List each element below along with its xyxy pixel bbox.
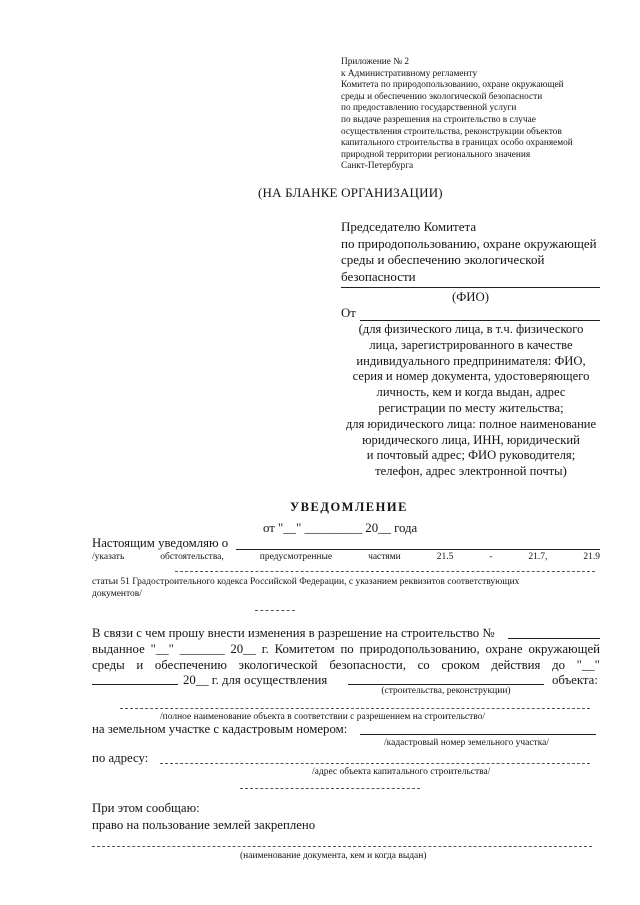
- text-word: со: [417, 658, 430, 672]
- hint-line: для юридического лица: полное наименование: [345, 416, 597, 431]
- appendix-line: капитального строительства в границах особо охраняемой: [341, 138, 573, 149]
- addressee-line: по природопользованию, охране окружающей: [341, 235, 597, 251]
- appendix-line: по выдаче разрешения на строительство в случае: [341, 114, 536, 125]
- text-word: охране: [485, 642, 523, 656]
- date-quote: ": [296, 521, 302, 535]
- appendix-line: Приложение № 2: [341, 57, 410, 67]
- hint-word: 21.5: [436, 552, 454, 562]
- hint-line: серия и номер документа, удостоверяющего: [352, 369, 590, 384]
- hint-line: лица, зарегистрированного в качестве: [369, 337, 573, 352]
- letterhead-note: (НА БЛАНКЕ ОРГАНИЗАЦИИ): [258, 185, 443, 200]
- request-line-2: [92, 642, 600, 657]
- request-line-3: [92, 658, 600, 673]
- notify-hint: [92, 552, 600, 562]
- addressee-block: [341, 219, 597, 285]
- hint-word: предусмотренные: [259, 552, 333, 562]
- document-hint: (наименование документа, кем и когда выдан): [240, 851, 427, 861]
- permit-number-field[interactable]: [508, 638, 600, 639]
- hint-word: обстоятельства,: [160, 552, 224, 562]
- cadastral-field[interactable]: [360, 734, 596, 735]
- text-word: выданное: [92, 642, 145, 656]
- fio-field[interactable]: [341, 287, 600, 288]
- text-word: "__": [150, 642, 174, 656]
- text-word: окружающей: [528, 642, 600, 656]
- notify-text: Настоящим уведомляю о: [92, 536, 229, 550]
- text-word: обеспечению: [154, 658, 227, 672]
- applicant-hint: [332, 322, 610, 480]
- notify-field-cont[interactable]: [175, 571, 595, 572]
- object-label: объекта:: [552, 673, 598, 687]
- hint-line: регистрации по месту жительства;: [378, 400, 564, 415]
- appendix-line: по предоставлению государственной услуги: [341, 103, 517, 114]
- address-field-cont[interactable]: [240, 788, 420, 789]
- text-word: по: [340, 642, 354, 656]
- date-day[interactable]: __: [283, 521, 297, 535]
- addressee-line: среды и обеспечению экологической: [341, 252, 545, 267]
- appendix-line: Комитета по природопользованию, охране окружающей: [341, 80, 564, 91]
- text-word: безопасности,: [329, 658, 406, 672]
- address-field[interactable]: [160, 763, 590, 764]
- appendix-line: среды и обеспечению экологической безопасности: [341, 91, 543, 102]
- hint-word: -: [489, 552, 493, 562]
- text-word: среды: [92, 658, 125, 672]
- hint-word: /указать: [92, 552, 125, 562]
- text-word: "__": [576, 658, 600, 672]
- document-field[interactable]: [92, 846, 592, 847]
- expiry-field[interactable]: [92, 684, 178, 685]
- date-month[interactable]: _________: [304, 521, 363, 535]
- hint-line: телефон, адрес электронной почты): [375, 464, 567, 479]
- text-word: Комитетом: [274, 642, 335, 656]
- request-line-4: 20__ г. для осуществления: [183, 673, 328, 687]
- text-word: г.: [261, 642, 269, 656]
- date-quote: ": [278, 521, 284, 535]
- object-name-field[interactable]: [120, 708, 590, 709]
- notify-hint-cont: статьи 51 Градостроительного кодекса Российской Федерации, с указанием реквизитов соответствующих: [92, 577, 520, 587]
- hint-word: частями: [368, 552, 401, 562]
- hint-line: личность, кем и когда выдан, адрес: [376, 385, 566, 400]
- hint-word: 21.7,: [528, 552, 548, 562]
- address-hint: /адрес объекта капитального строительства/: [312, 767, 491, 777]
- notice-title: УВЕДОМЛЕНИЕ: [290, 500, 408, 514]
- text-word: экологической: [238, 658, 318, 672]
- rights-text: право на пользование землей закреплено: [92, 818, 316, 832]
- text-word: до: [552, 658, 565, 672]
- construction-hint: (строительства, реконструкции): [381, 686, 511, 696]
- hint-line: индивидуального предпринимателя: ФИО,: [356, 353, 586, 368]
- text-word: сроком: [441, 658, 480, 672]
- notify-hint-end: документов/: [92, 589, 142, 599]
- appendix-line: к Административному регламенту: [341, 68, 478, 79]
- hint-line: и почтовый адрес; ФИО руководителя;: [366, 448, 576, 463]
- hint-line: (для физического лица, в т.ч. физического: [358, 322, 584, 336]
- notice-date: [263, 521, 417, 536]
- appendix-line: Санкт-Петербурга: [341, 161, 414, 172]
- request-text: В связи с чем прошу внести изменения в разрешение на строительство №: [92, 626, 495, 640]
- text-word: действия: [491, 658, 541, 672]
- appendix-block: [341, 57, 573, 173]
- text-word: и: [136, 658, 144, 672]
- date-year: 20__ года: [365, 521, 418, 535]
- hint-word: 21.9: [583, 552, 600, 562]
- text-word: 20__: [230, 642, 256, 656]
- fio-label: (ФИО): [451, 290, 490, 304]
- address-text: по адресу:: [92, 751, 149, 765]
- from-label: От: [341, 306, 356, 320]
- cadastral-hint: /кадастровый номер земельного участка/: [384, 738, 550, 748]
- hint-line: юридического лица, ИНН, юридический: [362, 432, 580, 447]
- land-text: на земельном участке с кадастровым номером:: [92, 722, 348, 736]
- addressee-line: безопасности: [341, 268, 416, 284]
- text-word: _______: [179, 642, 225, 656]
- object-name-hint: /полное наименование объекта в соответствии с разрешением на строительство/: [160, 712, 486, 722]
- addressee-line: Председателю Комитета: [341, 219, 477, 234]
- report-text: При этом сообщаю:: [92, 801, 200, 815]
- notify-field[interactable]: [236, 549, 600, 550]
- works-type-field[interactable]: [348, 684, 544, 685]
- appendix-line: осуществления строительства, реконструкции объектов: [341, 126, 562, 137]
- date-from: от: [263, 521, 275, 535]
- text-word: природопользованию,: [359, 642, 480, 656]
- appendix-line: природной территории регионального значения: [341, 149, 531, 160]
- separator-dash: [255, 610, 295, 611]
- from-field[interactable]: [360, 320, 600, 321]
